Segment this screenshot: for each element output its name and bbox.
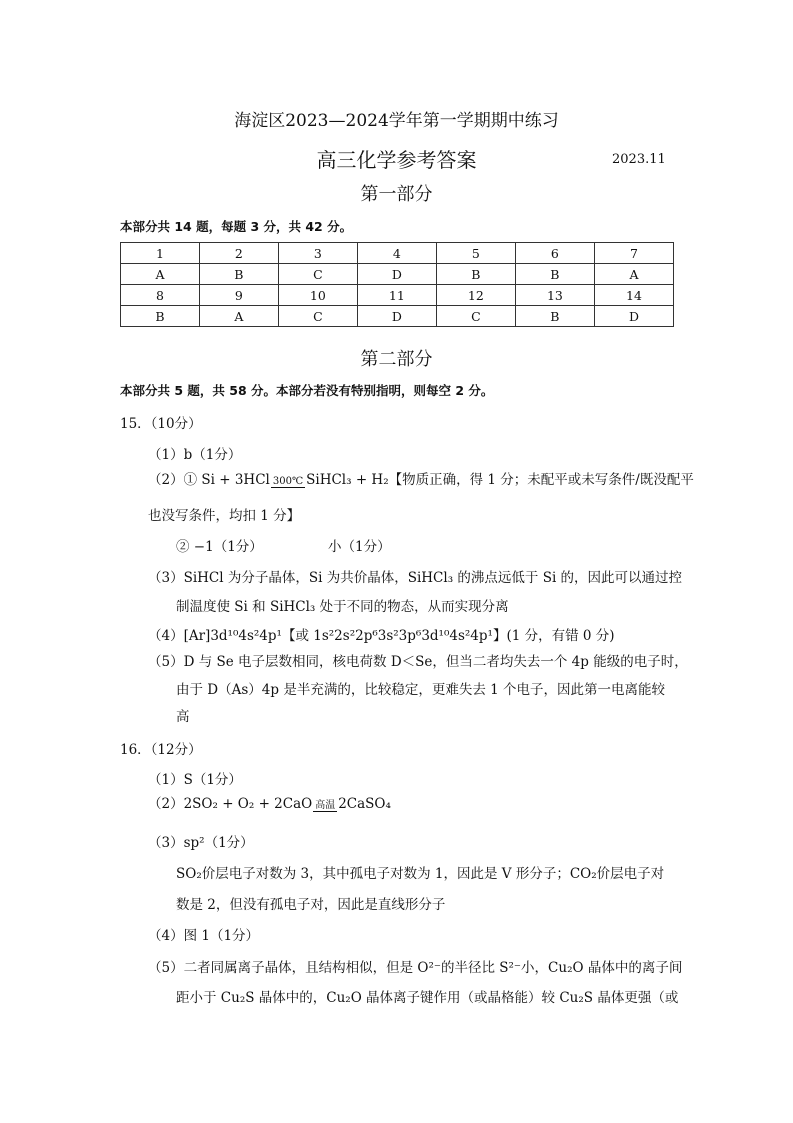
reaction-condition: 高温 <box>315 800 336 811</box>
q16-answer-5-line1: （5）二者同属离子晶体，且结构相似，但是 O²⁻的半径比 S²⁻小，Cu₂O 晶体中的离子间 <box>148 960 683 976</box>
answer-table-row <box>121 264 674 285</box>
part2-instruction: 本部分共 5 题，共 58 分。本部分若没有特别指明，则每空 2 分。 <box>120 383 494 398</box>
q15-answer-5-line1: （5）D 与 Se 电子层数相同，核电荷数 D＜Se，但当二者均失去一个 4p 能级的电子时， <box>148 654 688 670</box>
q15-answer-4: （4）[Ar]3d¹⁰4s²4p¹【或 1s²2s²2p⁶3s²3p⁶3d¹⁰4s²4p¹】(1 分，有错 0 分) <box>148 628 615 644</box>
answer-table-cell: D <box>594 306 673 327</box>
q15-answer-2-sub2b: 小（1分） <box>328 539 391 555</box>
q16-eq-left: （2）2SO₂ + O₂ + 2CaO <box>148 796 313 812</box>
answer-table-cell: 9 <box>199 285 278 306</box>
answer-table-cell: 5 <box>436 243 515 264</box>
q16-answer-3-line3: 数是 2，但没有孤电子对，因此是直线形分子 <box>176 897 446 913</box>
answer-table-cell: 6 <box>515 243 594 264</box>
answer-table-cell: 10 <box>278 285 357 306</box>
part1-instruction: 本部分共 14 题，每题 3 分，共 42 分。 <box>120 219 353 234</box>
page-subtitle: 高三化学参考答案 <box>316 148 477 172</box>
answer-table-cell: D <box>357 306 436 327</box>
q16-answer-2 <box>148 792 391 820</box>
q15-answer-5-line2: 由于 D（As）4p 是半充满的，比较稳定，更难失去 1 个电子，因此第一电离能较 <box>176 682 665 698</box>
part2-heading: 第二部分 <box>360 349 433 370</box>
q16-eq-right: 2CaSO₄ <box>338 796 391 812</box>
answer-table-cell: 1 <box>121 243 200 264</box>
answer-table-cell: C <box>278 306 357 327</box>
answer-table-cell: A <box>121 264 200 285</box>
q16-answer-1: （1）S（1分） <box>148 772 242 788</box>
answer-table-cell: B <box>436 264 515 285</box>
q15-eq-right: SiHCl₃ + H₂【物质正确，得 1 分；未配平或未写条件/既没配平 <box>306 472 694 488</box>
q16-answer-5-line2: 距小于 Cu₂S 晶体中的，Cu₂O 晶体离子键作用（或晶格能）较 Cu₂S 晶体更强（或 <box>176 990 679 1006</box>
q15-answer-5-line3: 高 <box>176 709 190 725</box>
q16-answer-3-line2: SO₂价层电子对数为 3，其中孤电子对数为 1，因此是 V 形分子；CO₂价层电子对 <box>176 866 665 882</box>
answer-table-cell: A <box>594 264 673 285</box>
answer-table-cell: B <box>121 306 200 327</box>
answer-table-cell: B <box>515 306 594 327</box>
answer-table-cell: 8 <box>121 285 200 306</box>
q15-answer-2 <box>148 468 694 496</box>
answer-table-row <box>121 243 674 264</box>
answer-table-cell: C <box>436 306 515 327</box>
answer-table-cell: 12 <box>436 285 515 306</box>
q16-answer-3: （3）sp²（1分） <box>148 835 254 851</box>
q16-label: 16．（12分） <box>120 742 202 758</box>
answer-table-cell: 13 <box>515 285 594 306</box>
answer-table-cell: 7 <box>594 243 673 264</box>
answer-table-cell: C <box>278 264 357 285</box>
answer-table-cell: 4 <box>357 243 436 264</box>
q15-answer-2-sub2a: ② −1（1分） <box>176 539 263 555</box>
answer-table-row <box>121 285 674 306</box>
reaction-condition: 300℃ <box>272 476 304 487</box>
answer-table <box>120 242 674 327</box>
answer-table-cell: D <box>357 264 436 285</box>
answer-table-cell: B <box>199 264 278 285</box>
reaction-arrow <box>271 477 305 496</box>
q16-answer-4: （4）图 1（1分） <box>148 928 260 944</box>
q15-answer-3-line2: 制温度使 Si 和 SiHCl₃ 处于不同的物态，从而实现分离 <box>176 599 509 615</box>
q15-label: 15．（10分） <box>120 416 202 432</box>
answer-table-cell: 2 <box>199 243 278 264</box>
q15-eq-left: （2）① Si + 3HCl <box>148 472 270 488</box>
answer-table-cell: A <box>199 306 278 327</box>
page-title: 海淀区2023—2024学年第一学期期中练习 <box>234 111 559 131</box>
answer-table-cell: 11 <box>357 285 436 306</box>
answer-table-cell: 14 <box>594 285 673 306</box>
reaction-arrow <box>313 801 337 820</box>
q15-answer-2-cont: 也没写条件，均扣 1 分】 <box>148 508 301 524</box>
answer-table-cell: 3 <box>278 243 357 264</box>
part1-heading: 第一部分 <box>360 184 433 205</box>
answer-table-cell: B <box>515 264 594 285</box>
answer-table-row <box>121 306 674 327</box>
q15-answer-1: （1）b（1分） <box>148 447 242 463</box>
q15-answer-3-line1: （3）SiHCl 为分子晶体，Si 为共价晶体，SiHCl₃ 的沸点远低于 Si 的，因此可以通过控 <box>148 570 683 586</box>
exam-date: 2023.11 <box>612 152 666 167</box>
